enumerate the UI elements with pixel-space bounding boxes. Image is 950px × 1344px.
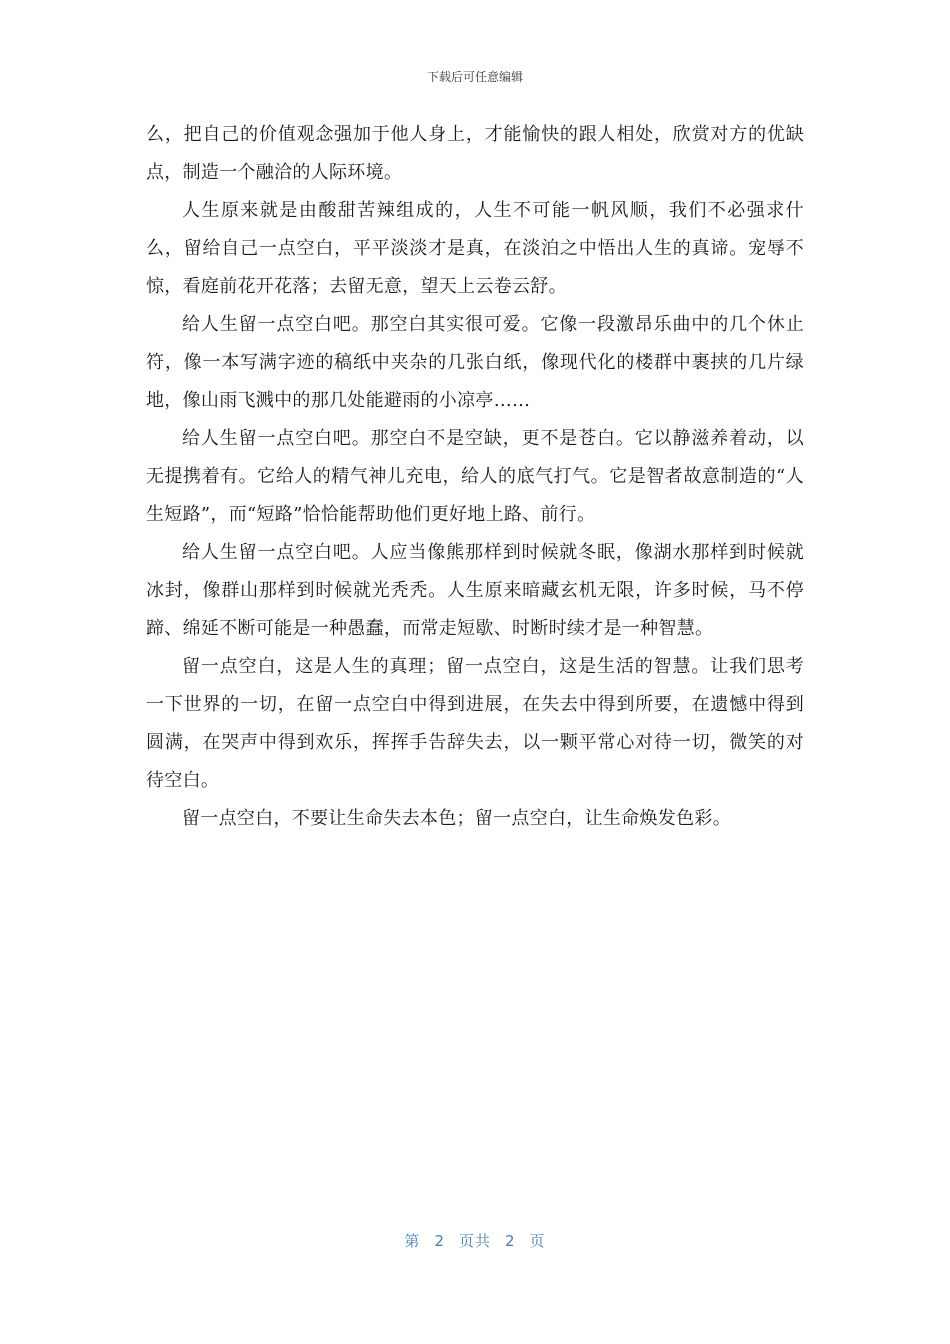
footer-suffix: 页 [529, 1232, 546, 1250]
paragraph: 给人生留一点空白吧。那空白不是空缺，更不是苍白。它以静滋养着动，以无提携着有。它给人的精气神儿充电，给人的底气打气。它是智者故意制造的“人生短路”，而“短路”恰恰能帮助他们更好地上路、前行。 [146, 428, 804, 525]
document-body [146, 116, 804, 838]
total-pages-number: 2 [505, 1232, 516, 1250]
current-page-number: 2 [434, 1232, 445, 1250]
page-number-footer [0, 1230, 950, 1251]
paragraph: 留一点空白，这是人生的真理；留一点空白，这是生活的智慧。让我们思考一下世界的一切，在留一点空白中得到进展，在失去中得到所要，在遗憾中得到圆满，在哭声中得到欢乐，挥挥手告辞失去，以一颗平常心对待一切，微笑的对待空白。 [146, 656, 804, 791]
footer-prefix: 第 [404, 1232, 421, 1250]
paragraph-continuation: 么，把自己的价值观念强加于他人身上，才能愉快的跟人相处，欣赏对方的优缺点，制造一个融洽的人际环境。 [146, 124, 804, 183]
page-header-note: 下载后可任意编辑 [426, 70, 523, 84]
footer-middle: 页共 [458, 1232, 491, 1250]
paragraph: 人生原来就是由酸甜苦辣组成的，人生不可能一帆风顺，我们不必强求什么，留给自己一点空白，平平淡淡才是真，在淡泊之中悟出人生的真谛。宠辱不惊，看庭前花开花落；去留无意，望天上云卷云舒。 [146, 200, 804, 297]
paragraph: 留一点空白，不要让生命失去本色；留一点空白，让生命焕发色彩。 [182, 808, 731, 829]
paragraph: 给人生留一点空白吧。人应当像熊那样到时候就冬眠，像湖水那样到时候就冰封，像群山那样到时候就光秃秃。人生原来暗藏玄机无限，许多时候，马不停蹄、绵延不断可能是一种愚蠢，而常走短歇、时断时续才是一种智慧。 [146, 542, 804, 639]
paragraph: 给人生留一点空白吧。那空白其实很可爱。它像一段激昂乐曲中的几个休止符，像一本写满字迹的稿纸中夹杂的几张白纸，像现代化的楼群中裹挟的几片绿地，像山雨飞溅中的那几处能避雨的小凉亭…… [146, 314, 804, 411]
